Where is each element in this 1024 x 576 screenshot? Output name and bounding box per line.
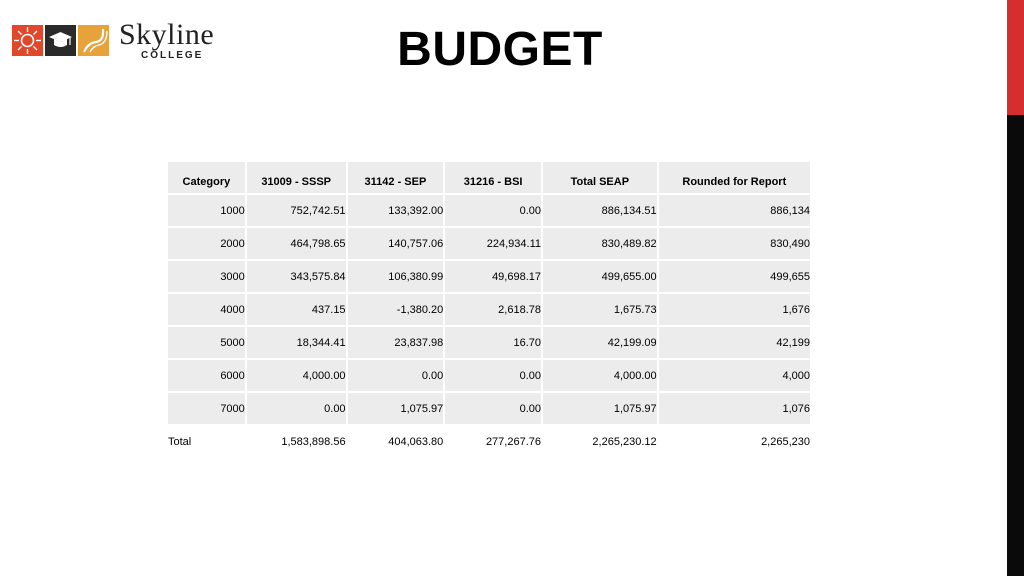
cell-category: 5000 [168,327,245,358]
cell-category: 2000 [168,228,245,259]
logo-sub: COLLEGE [141,49,204,61]
table-row [168,360,810,391]
cell-bsi: 0.00 [445,360,541,391]
header-bsi: 31216 - BSI [445,162,541,193]
header-sep: 31142 - SEP [348,162,444,193]
cell-rounded: 886,134 [659,195,810,226]
cell-bsi: 49,698.17 [445,261,541,292]
cell-total-seap: 4,000.00 [543,360,657,391]
cell-rounded: 830,490 [659,228,810,259]
table-row [168,294,810,325]
page-title [0,17,1000,77]
total-rounded: 2,265,230 [659,426,810,457]
cell-category: 1000 [168,195,245,226]
cell-sssp: 752,742.51 [247,195,346,226]
cell-sssp: 18,344.41 [247,327,346,358]
cell-sssp: 343,575.84 [247,261,346,292]
cell-sep: 0.00 [348,360,444,391]
right-accent-bar [1007,0,1024,576]
cell-category: 3000 [168,261,245,292]
cell-rounded: 499,655 [659,261,810,292]
cell-rounded: 4,000 [659,360,810,391]
table-row [168,228,810,259]
table-row [168,195,810,226]
cell-total-seap: 1,675.73 [543,294,657,325]
logo-name: Skyline [119,17,215,51]
cell-total-seap: 830,489.82 [543,228,657,259]
budget-table-wrap [168,160,810,459]
table-row [168,393,810,424]
cell-total-seap: 42,199.09 [543,327,657,358]
cell-bsi: 224,934.11 [445,228,541,259]
header-category: Category [168,162,245,193]
cell-rounded: 42,199 [659,327,810,358]
cell-total-seap: 1,075.97 [543,393,657,424]
cell-sssp: 0.00 [247,393,346,424]
header-total-seap: Total SEAP [543,162,657,193]
header-rounded: Rounded for Report [659,162,810,193]
cell-sssp: 4,000.00 [247,360,346,391]
cell-sep: 106,380.99 [348,261,444,292]
total-label: Total [168,426,245,457]
cell-category: 6000 [168,360,245,391]
cell-total-seap: 499,655.00 [543,261,657,292]
total-seap: 2,265,230.12 [543,426,657,457]
total-bsi: 277,267.76 [445,426,541,457]
table-header-row [168,162,810,193]
cell-rounded: 1,076 [659,393,810,424]
cell-sep: 133,392.00 [348,195,444,226]
cell-sep: 140,757.06 [348,228,444,259]
cell-sssp: 437.15 [247,294,346,325]
cell-bsi: 0.00 [445,393,541,424]
cell-bsi: 0.00 [445,195,541,226]
cell-bsi: 2,618.78 [445,294,541,325]
cell-category: 4000 [168,294,245,325]
cell-rounded: 1,676 [659,294,810,325]
total-sssp: 1,583,898.56 [247,426,346,457]
total-sep: 404,063.80 [348,426,444,457]
page-title-text: BUDGET [397,23,603,76]
cell-sep: 23,837.98 [348,327,444,358]
table-row [168,261,810,292]
table-row [168,327,810,358]
cell-bsi: 16.70 [445,327,541,358]
cell-sep: 1,075.97 [348,393,444,424]
table-total-row [168,426,810,457]
header-sssp: 31009 - SSSP [247,162,346,193]
cell-sssp: 464,798.65 [247,228,346,259]
right-accent-red [1007,0,1024,115]
budget-table [166,160,812,459]
cell-category: 7000 [168,393,245,424]
cell-total-seap: 886,134.51 [543,195,657,226]
cell-sep: -1,380.20 [348,294,444,325]
